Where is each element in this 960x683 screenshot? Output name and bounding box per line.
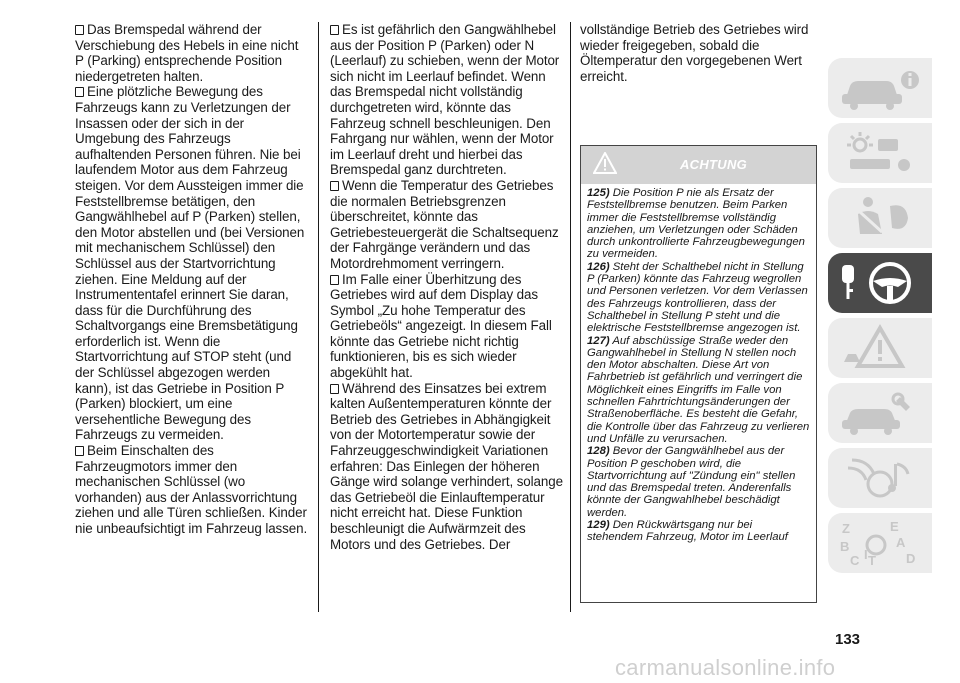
paragraph: Wenn die Temperatur des Getriebes die normalen Betriebsgrenzen überschreitet, könnte das Getriebesteuergerät die Schaltsequenz der Fahrgänge verändern und das Motordrehmoment verringern.	[330, 177, 559, 271]
tab-car-info[interactable]	[828, 58, 932, 118]
index-letter: I	[864, 547, 868, 562]
paragraph: Im Falle einer Überhitzung des Getriebes wird auf dem Display das Symbol „Zu hohe Temperatur des Getriebeöls“ angezeigt. In diesem Fall könnte das Getriebe nicht richtig funktionieren, bis es sich wieder abgekühlt hat.	[330, 271, 552, 381]
index-letter: D	[906, 551, 916, 566]
tab-index[interactable]	[828, 513, 932, 573]
paragraph: vollständige Betrieb des Getriebes wird wieder freigegeben, sobald die Öltemperatur den vorgegebenen Wert erreicht.	[580, 22, 809, 84]
warning-item: 126) Steht der Schalthebel nicht in Stellung P (Parken) könnte das Fahrzeug wegrollen und Personen verletzen. Vor dem Verlassen des Fahrzeugs kontrollieren, dass der Schalthebel in Stellung P steht und die elektrische Feststellbremse angezogen ist.	[587, 260, 808, 335]
warning-title: ACHTUNG	[679, 157, 748, 172]
key-steering-wheel-icon	[838, 259, 922, 307]
bullet-square-icon	[75, 446, 84, 456]
warning-header	[581, 146, 816, 184]
warning-item: 129) Den Rückwärtsgang nur bei stehendem Fahrzeug, Motor im Leerlauf	[587, 519, 788, 544]
warning-item: 128) Bevor der Gangwählhebel aus der Position P geschoben wird, die Startvorrichtung auf "Zündung ein" stellen und das Bremspedal treten. Anderenfalls könnte der Gangwahlhebel beschädigt werden.	[587, 445, 796, 519]
bullet-square-icon	[330, 181, 339, 191]
warning-body	[581, 184, 816, 544]
page-number: 133	[835, 631, 861, 648]
paragraph: Es ist gefährlich den Gangwählhebel aus der Position P (Parken) oder N (Leerlauf) zu schieben, wenn der Motor sich nicht im Leerlauf befindet. Wenn das Bremspedal nicht vollständig durchgetreten wird, könnte das Fahrzeug schnell beschleunigen. Den Fahrgang nur wählen, wenn der Motor im Leerlauf dreht und hierbei das Bremspedal ganz durchtreten.	[330, 22, 560, 178]
text-column-2	[330, 22, 563, 552]
bullet-square-icon	[75, 87, 84, 97]
bullet-square-icon	[330, 25, 339, 35]
index-letter: E	[890, 519, 899, 534]
paragraph: Während des Einsatzes bei extrem kalten Außentemperaturen könnte der Betrieb des Getriebes in Abhängigkeit von der Motortemperatur sowie der Fahrzeuggeschwindigkeit Variationen erfahren: Das Einlegen der höheren Gänge wird solange verhindert, solange das Getriebeöl die Einlauftemperatur nicht erreicht hat. Diese Funktion beschleunigt die Aufwärmzeit des Motors und des Getriebes. Der	[330, 380, 563, 552]
multimedia-icon	[838, 454, 922, 502]
alphabetical-index-icon	[838, 519, 922, 567]
column-divider	[570, 22, 571, 612]
car-service-wrench-icon	[838, 389, 922, 437]
index-letter: A	[896, 535, 906, 550]
paragraph: Eine plötzliche Bewegung des Fahrzeugs kann zu Verletzungen der Insassen oder der sich in der Umgebung des Fahrzeugs aufhaltenden Personen führen. Nie bei laufendem Motor aus dem Fahrzeug steigen. Vor dem Aussteigen immer die Feststellbremse betätigen, den Gangwählhebel auf P (Parken) stellen, den Motor abstellen und (bei Versionen mit mechanischem Schlüssel) den Schlüssel aus der Startvorrichtung ziehen. Eine Meldung auf der Instrumententafel erinnert Sie daran, dass für die Durchführung des Schaltvorgangs eine Bremsbetätigung erforderlich ist. Wenn die Startvorrichtung auf STOP steht (und der Schlüssel abgezogen werden kann), ist das Getriebe in Position P (Parken) blockiert, um eine versehentliche Bewegung des Fahrzeugs zu vermeiden.	[75, 84, 305, 443]
bullet-square-icon	[75, 25, 84, 35]
car-info-icon	[838, 64, 922, 112]
paragraph: Das Bremspedal während der Verschiebung des Hebels in eine nicht P (Parking) entsprechende Position niedergetreten halten.	[75, 22, 299, 84]
index-letter: Z	[842, 521, 850, 536]
warning-box	[580, 145, 817, 603]
watermark: carmanualsonline.info	[615, 655, 836, 680]
index-letter: T	[868, 553, 876, 567]
dashboard-lights-icon	[838, 129, 922, 177]
chapter-tabs	[828, 58, 932, 578]
text-column-1	[75, 22, 310, 537]
paragraph: Beim Einschalten des Fahrzeugmotors immer den mechanischen Schlüssel (wo vorhanden) aus der Anlassvorrichtung ziehen und alle Türen schließen. Kinder nie unbeaufsichtigt im Fahrzeug lassen.	[75, 443, 308, 536]
bullet-square-icon	[330, 384, 339, 394]
tab-key-steering[interactable]	[828, 253, 932, 313]
tab-multimedia[interactable]	[828, 448, 932, 508]
warning-triangle-car-icon	[838, 324, 922, 372]
warning-item: 125) Die Position P nie als Ersatz der Feststellbremse benutzen. Beim Parken immer die Feststellbremse vollständig anziehen, um Verletzungen oder Schäden durch unkontrollierte Fahrzeugbewegungen zu vermeiden.	[587, 187, 805, 261]
seatbelt-airbag-icon	[838, 194, 922, 242]
tab-safety[interactable]	[828, 188, 932, 248]
tab-emergency[interactable]	[828, 318, 932, 378]
index-letter: B	[840, 539, 850, 554]
index-letter: C	[850, 553, 860, 567]
text-column-3	[580, 22, 820, 84]
bullet-square-icon	[330, 275, 339, 285]
column-divider	[318, 22, 319, 612]
tab-dashboard-lights[interactable]	[828, 123, 932, 183]
tab-maintenance[interactable]	[828, 383, 932, 443]
warning-item: 127) Auf abschüssige Straße weder den Gangwahlhebel in Stellung N stellen noch den Motor abschalten. Diese Art von Fahrbetrieb ist gefährlich und verringert die Möglichkeit eines Eingriffs im Falle von schnellen Fahrtrichtungsänderungen der Straßenoberfläche. Es besteht die Gefahr, die Kontrolle über das Fahrzeug zu verlieren und Unfälle zu verursachen.	[587, 334, 810, 445]
